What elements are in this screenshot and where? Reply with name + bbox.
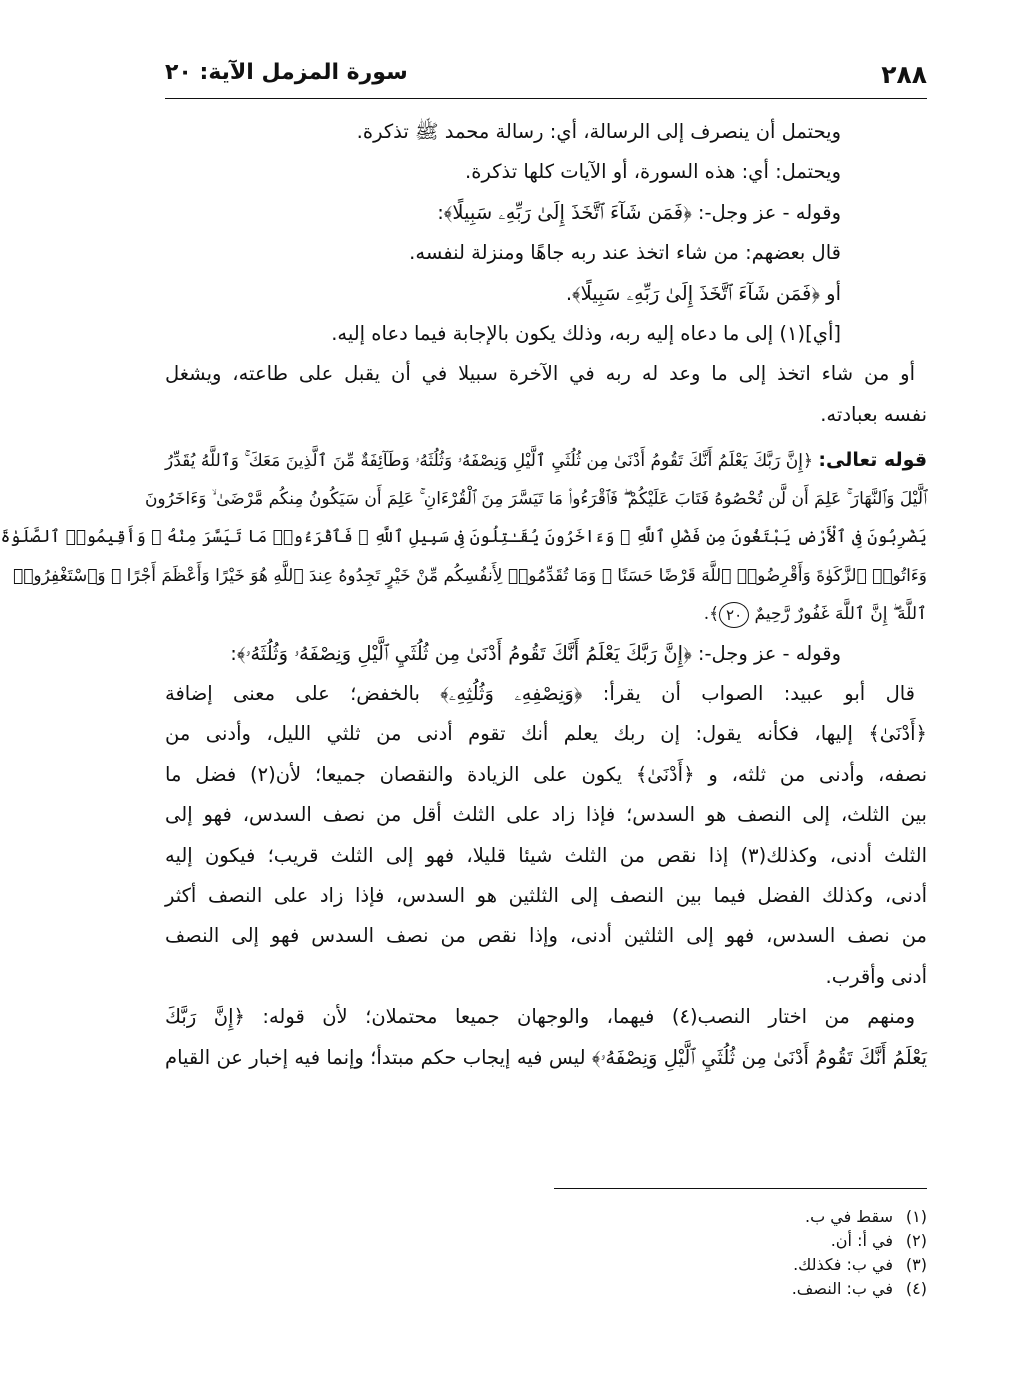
verse-lead-label: قوله تعالى: (818, 449, 928, 472)
page-number: ٢٨٨ (881, 60, 927, 89)
verse-number-marker: ٢٠ (719, 602, 749, 628)
verse-line: ٱلَّيْلَ وَٱلنَّهَارَ ۚ عَلِمَ أَن لَّن تُحْصُوهُ فَتَابَ عَلَيْكُمْ ۖ فَٱقْرَءُوا۟ مَا تَيَسَّرَ مِنَ ٱلْقُرْءَانِ ۚ عَلِمَ أَن سَيَكُونُ مِنكُم مَّرْضَىٰ ۙ وَءَاخَرُونَ (144, 488, 927, 509)
quran-verse-block (0, 441, 928, 634)
footnote-text: في ب: النصف. (791, 1279, 893, 1298)
text-line: من نصف السدس، فهو إلى الثلثين أدنى، وإذا نقص من نصف السدس فهو إلى النصف (165, 924, 927, 948)
text-line: يَعْلَمُ أَنَّكَ تَقُومُ أَدْنَىٰ مِن ثُلُثَيِ ٱلَّيْلِ وَنِصْفَهُۥ﴾ ليس فيه إيجاب حكم مبتدأ؛ وإنما فيه إخبار عن القيام (165, 1045, 927, 1069)
footnote-number: (٣) (905, 1255, 927, 1274)
verse-text: ٱللَّهَ ۖ إِنَّ ٱللَّهَ غَفُورٌ رَّحِيمٌ (754, 604, 927, 625)
paragraph-group-1 (165, 112, 927, 435)
text-line: وقوله - عز وجل-: ﴿فَمَن شَآءَ ٱتَّخَذَ إِلَىٰ رَبِّهِۦ سَبِيلًا﴾: (437, 200, 841, 224)
footnote-text: في أ: أن. (830, 1231, 893, 1250)
surah-title: سورة المزمل الآية: ٢٠ (165, 60, 408, 85)
verse-line: وَءَاتُوا۟ ٱلزَّكَوٰةَ وَأَقْرِضُوا۟ ٱللَّهَ قَرْضًا حَسَنًا ۚ وَمَا تُقَدِّمُوا۟ لِأَنفُسِكُم مِّنْ خَيْرٍ تَجِدُوهُ عِندَ ٱللَّهِ هُوَ خَيْرًا وَأَعْظَمَ أَجْرًا ۚ وَٱسْتَغْفِرُوا۟ (13, 565, 927, 586)
text-line: ويحتمل أن ينصرف إلى الرسالة، أي: رسالة محمد ﷺ تذكرة. (356, 120, 841, 143)
footnote-number: (١) (905, 1207, 927, 1226)
verse-text: ﴿إِنَّ رَبَّكَ يَعْلَمُ أَنَّكَ تَقُومُ أَدْنَىٰ مِن ثُلُثَيِ ٱلَّيْلِ وَنِصْفَهُۥ وَثُلُثَهُۥ وَطَآئِفَةٌ مِّنَ ٱلَّذِينَ مَعَكَ ۚ وَٱللَّهُ يُقَدِّرُ (165, 451, 813, 472)
text-line: قال أبو عبيد: الصواب أن يقرأ: ﴿وَنِصْفِهِۦ وَثُلُثِهِۦ﴾ بالخفض؛ على معنى إضافة (165, 682, 915, 706)
running-header (165, 52, 927, 99)
text-line: قال بعضهم: من شاء اتخذ عند ربه جاهًا ومنزلة لنفسه. (409, 241, 841, 265)
footnote-number: (٢) (905, 1231, 927, 1250)
text-line: نصفه، وأدنى من ثلثه، و ﴿أَدْنَىٰ﴾ يكون على الزيادة والنقصان جميعا؛ لأن(٢) فضل ما (165, 762, 927, 786)
text-line: وقوله - عز وجل-: ﴿إِنَّ رَبَّكَ يَعْلَمُ أَنَّكَ تَقُومُ أَدْنَىٰ مِن ثُلُثَيِ ٱلَّيْلِ وَنِصْفَهُۥ وَثُلُثَهُۥ﴾: (230, 641, 841, 665)
footnote (427, 1277, 927, 1301)
footnote-number: (٤) (905, 1279, 927, 1298)
text-line: أدنى وأقرب. (825, 964, 927, 988)
main-text (0, 112, 928, 1078)
text-line: أو من شاء اتخذ إلى ما وعد له ربه في الآخرة سبيلا في أن يقبل على طاعته، ويشغل (165, 362, 915, 386)
footnote (427, 1229, 927, 1253)
text-line: بين الثلث، إلى النصف هو السدس؛ فإذا زاد على الثلث أقل من نصف السدس، فهو إلى (165, 803, 927, 827)
paragraph-group-2 (165, 634, 927, 1078)
footnote (427, 1205, 927, 1229)
text-line: أو ﴿فَمَن شَآءَ ٱتَّخَذَ إِلَىٰ رَبِّهِۦ سَبِيلًا﴾. (565, 281, 841, 305)
text-line: أدنى، وكذلك الفضل فيما بين النصف إلى الثلثين هو السدس، فإذا زاد على النصف أكثر (165, 883, 927, 907)
text-line: [أي](١) إلى ما دعاه إليه ربه، وذلك يكون بالإجابة فيما دعاه إليه. (331, 321, 841, 345)
verse-line: يَضْرِبُونَ فِى ٱلْأَرْضِ يَبْتَغُونَ مِن فَضْلِ ٱللَّهِ ۙ وَءَاخَرُونَ يُقَـٰتِلُونَ فِى سَبِيلِ ٱللَّهِ ۖ فَٱقْرَءُوا۟ مَا تَيَسَّرَ مِنْهُ ۚ وَأَقِيمُوا۟ ٱلصَّلَوٰةَ (0, 527, 927, 548)
text-line: ﴿أَدْنَىٰ﴾ إليها، فكأنه يقول: إن ربك يعلم أنك تقوم أدنى من ثلثي الليل، وأدنى من (165, 722, 927, 746)
verse-line (165, 595, 927, 634)
footnote-text: في ب: فكذلك. (793, 1255, 893, 1274)
verse-line (165, 441, 927, 480)
text-line: ومنهم من اختار النصب(٤) فيهما، والوجهان جميعا محتملان؛ لأن قوله: ﴿إِنَّ رَبَّكَ (165, 1005, 915, 1029)
text-line: ويحتمل: أي: هذه السورة، أو الآيات كلها تذكرة. (465, 160, 841, 184)
footnote-text: سقط في ب. (805, 1207, 893, 1226)
verse-end-bracket: ﴾. (703, 604, 720, 625)
text-line: الثلث أدنى، وكذلك(٣) إذا نقص من الثلث شيئا قليلا، فهو إلى الثلث قريب؛ فيكون إليه (165, 843, 927, 867)
footnote-divider (554, 1188, 927, 1189)
text-line: نفسه بعبادته. (820, 402, 927, 426)
footnotes (427, 1205, 927, 1301)
footnote (427, 1253, 927, 1277)
